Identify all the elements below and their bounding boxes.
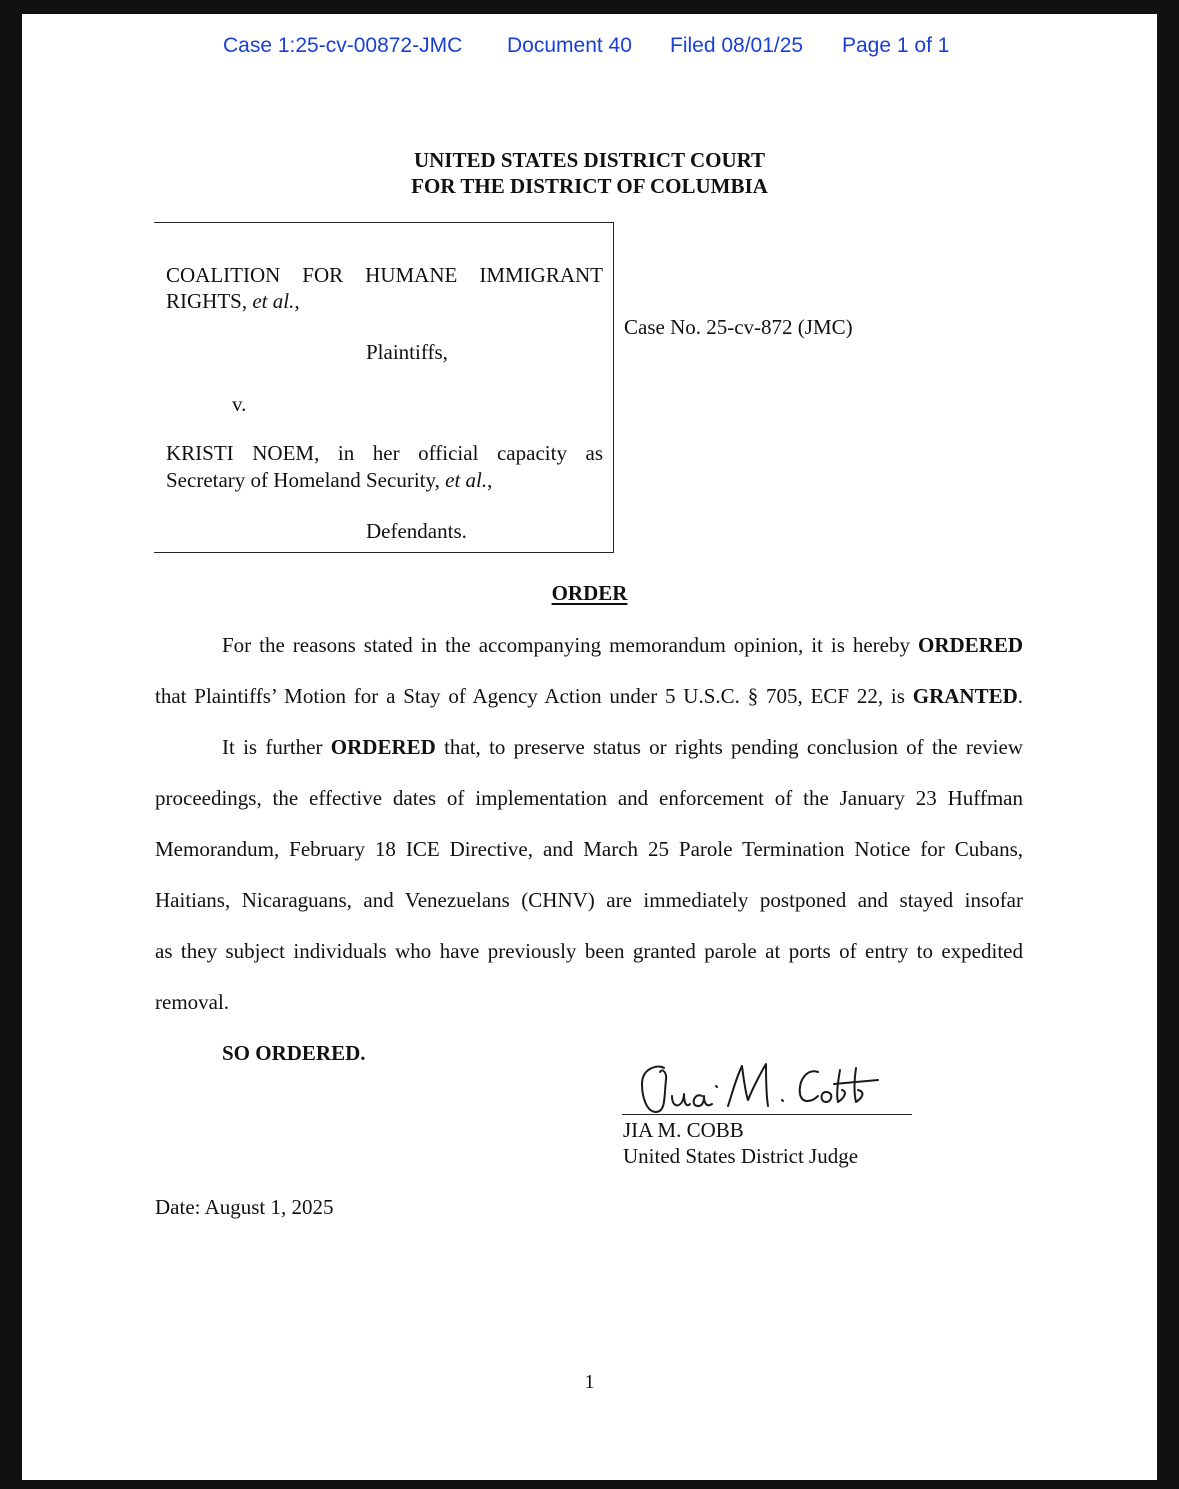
defendants-label: Defendants. xyxy=(366,519,467,543)
page-number: 1 xyxy=(584,1371,595,1393)
versus-label: v. xyxy=(232,392,247,416)
order-paragraph2-line5: as they subject individuals who have previously been granted parole at ports of entry to expedited xyxy=(155,939,1023,963)
order-paragraph2-line1: It is further ORDERED that, to preserve status or rights pending conclusion of the review xyxy=(222,735,1023,759)
order-paragraph2-line2: proceedings, the effective dates of implementation and enforcement of the January 23 Huffman xyxy=(155,786,1023,810)
document-page xyxy=(22,14,1157,1480)
order-paragraph1-line2: that Plaintiffs’ Motion for a Stay of Agency Action under 5 U.S.C. § 705, ECF 22, is GRANTED. xyxy=(155,684,1023,708)
judge-title: United States District Judge xyxy=(623,1144,859,1168)
so-ordered: SO ORDERED. xyxy=(222,1041,366,1065)
order-paragraph2-line4: Haitians, Nicaraguans, and Venezuelans (CHNV) are immediately postponed and stayed insofar xyxy=(155,888,1023,912)
judge-name: JIA M. COBB xyxy=(623,1118,744,1142)
ecf-page-count: Page 1 of 1 xyxy=(842,34,950,57)
defendant-name-line2: Secretary of Homeland Security, et al., xyxy=(166,468,493,492)
ecf-case-number: Case 1:25-cv-00872-JMC xyxy=(223,34,463,57)
plaintiff-name-line2: RIGHTS, et al., xyxy=(166,289,300,313)
order-paragraph2-line6: removal. xyxy=(155,990,230,1014)
plaintiff-name-line1: COALITION FOR HUMANE IMMIGRANT xyxy=(166,263,603,287)
signature-line xyxy=(622,1114,912,1115)
order-paragraph2-line3: Memorandum, February 18 ICE Directive, and March 25 Parole Termination Notice for Cubans, xyxy=(155,837,1023,861)
order-date: Date: August 1, 2025 xyxy=(155,1195,334,1219)
court-name-line2: FOR THE DISTRICT OF COLUMBIA xyxy=(411,174,768,198)
order-heading: ORDER xyxy=(551,581,628,605)
plaintiffs-label: Plaintiffs, xyxy=(366,340,448,364)
order-paragraph1-line1: For the reasons stated in the accompanying memorandum opinion, it is hereby ORDERED xyxy=(222,633,1023,657)
judge-signature xyxy=(622,1054,922,1120)
case-number: Case No. 25-cv-872 (JMC) xyxy=(624,315,853,339)
ecf-document-number: Document 40 xyxy=(507,34,632,57)
defendant-name-line1: KRISTI NOEM, in her official capacity as xyxy=(166,441,603,465)
court-name-line1: UNITED STATES DISTRICT COURT xyxy=(413,148,766,172)
ecf-filed-date: Filed 08/01/25 xyxy=(670,34,804,57)
